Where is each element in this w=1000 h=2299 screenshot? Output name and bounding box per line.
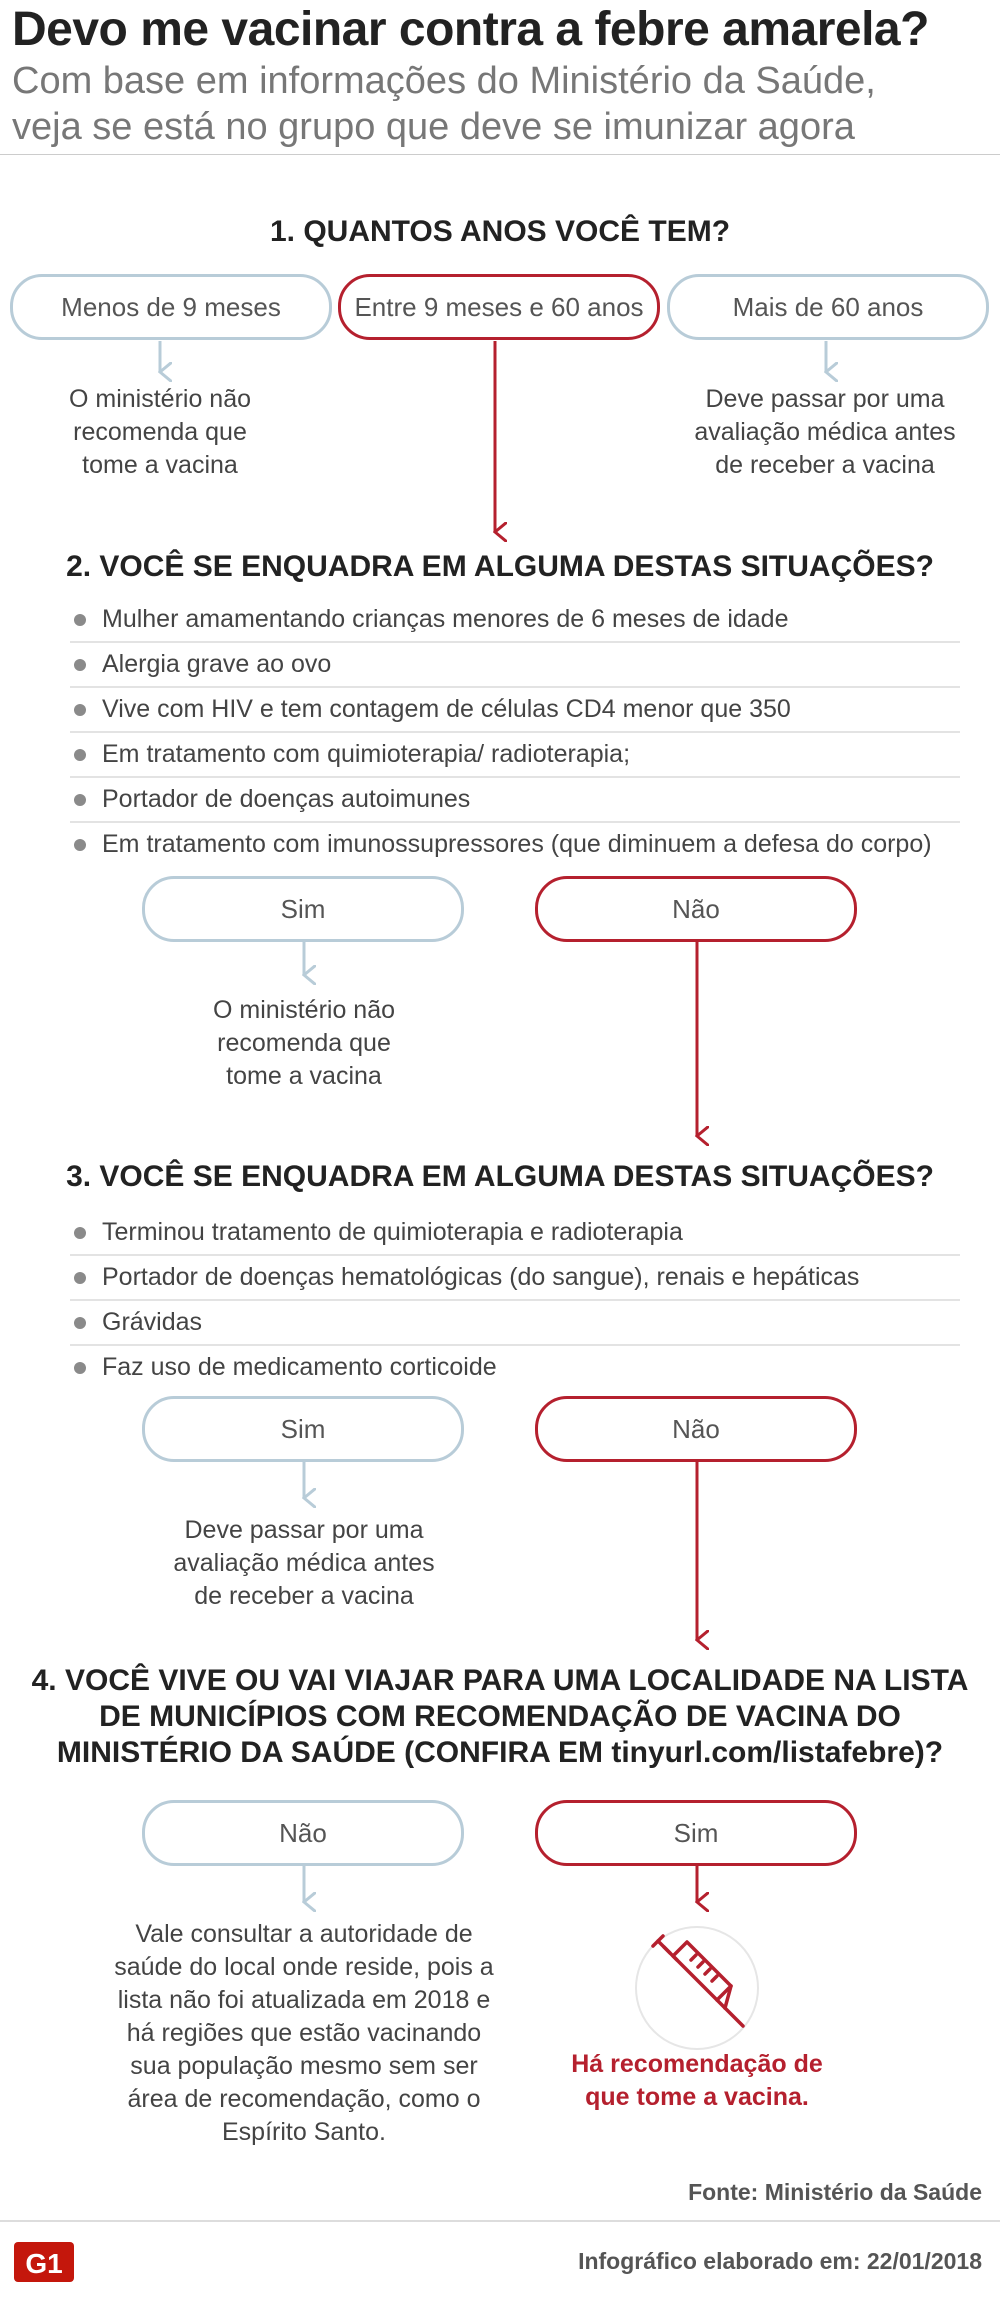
list-item-text: Mulher amamentando crianças menores de 6 meses de idade [102, 605, 789, 633]
q2-note-not-recommended [164, 994, 444, 1093]
page-title: Devo me vacinar contra a febre amarela? [12, 3, 929, 56]
q4-note-consult-authority [104, 1918, 504, 2149]
g1-logo [14, 2242, 74, 2282]
list-item-text: Grávidas [102, 1308, 203, 1336]
list-item-text: Portador de doenças hematológicas (do sangue), renais e hepáticas [102, 1263, 860, 1291]
q1-option-under-9-months: Menos de 9 meses [10, 274, 332, 340]
q3-note-medical-evaluation [144, 1514, 464, 1613]
q1-note-not-recommended [30, 383, 290, 482]
note-line: de receber a vacina [715, 451, 935, 479]
note-line: saúde do local onde reside, pois a [114, 1953, 494, 1981]
note-line: recomenda que [73, 418, 247, 446]
list-item-text: Terminou tratamento de quimioterapia e radioterapia [102, 1218, 683, 1246]
note-line: tome a vacina [82, 451, 238, 479]
note-line: Deve passar por uma [184, 1516, 424, 1544]
note-line: recomenda que [217, 1029, 391, 1057]
list-item-text: Vive com HIV e tem contagem de células CD4 menor que 350 [102, 695, 791, 723]
bullet-icon [74, 794, 86, 806]
q2-yes-option: Sim [142, 876, 464, 942]
bullet-icon [74, 659, 86, 671]
q2-situations-list [70, 598, 960, 866]
note-line: há regiões que estão vacinando [126, 2019, 482, 2047]
bullet-icon [74, 1362, 86, 1374]
list-item [70, 1211, 960, 1256]
q1-option-over-60-years: Mais de 60 anos [667, 274, 989, 340]
list-item-text: Portador de doenças autoimunes [102, 785, 471, 813]
q4-title-line: MINISTÉRIO DA SAÚDE (CONFIRA EM tinyurl.com/listafebre)? [56, 1736, 944, 1769]
note-line: lista não foi atualizada em 2018 e [117, 1986, 491, 2014]
q1-title: 1. QUANTOS ANOS VOCÊ TEM? [269, 215, 731, 248]
q1-note-medical-evaluation [660, 383, 990, 482]
list-item [70, 733, 960, 778]
q3-yes-option: Sim [142, 1396, 464, 1462]
subtitle-line: Com base em informações do Ministério da Saúde, [12, 60, 876, 102]
bullet-icon [74, 1317, 86, 1329]
result-line: que tome a vacina. [585, 2083, 809, 2111]
subtitle-line: veja se está no grupo que deve se imunizar agora [12, 106, 855, 148]
list-item-text: Em tratamento com imunossupressores (que diminuem a defesa do corpo) [102, 830, 932, 858]
list-item [70, 1256, 960, 1301]
note-line: avaliação médica antes [694, 418, 956, 446]
note-line: O ministério não [212, 996, 396, 1024]
infographic-date: Infográfico elaborado em: 22/01/2018 [578, 2248, 982, 2274]
svg-text:G1: G1 [25, 2248, 63, 2279]
vaccine-recommended-result [540, 2048, 854, 2114]
syringe-icon [633, 1924, 761, 2052]
note-line: área de recomendação, como o [127, 2085, 481, 2113]
note-line: Deve passar por uma [705, 385, 945, 413]
list-item [70, 1301, 960, 1346]
list-item [70, 598, 960, 643]
q4-yes-option: Sim [535, 1800, 857, 1866]
q4-title-line: DE MUNICÍPIOS COM RECOMENDAÇÃO DE VACINA DO [99, 1700, 901, 1733]
q3-situations-list [70, 1211, 960, 1389]
list-item [70, 643, 960, 688]
bullet-icon [74, 1227, 86, 1239]
bullet-icon [74, 839, 86, 851]
note-line: Vale consultar a autoridade de [135, 1920, 473, 1948]
bullet-icon [74, 1272, 86, 1284]
q3-title: 3. VOCÊ SE ENQUADRA EM ALGUMA DESTAS SITUAÇÕES? [66, 1160, 934, 1193]
note-line: avaliação médica antes [173, 1549, 435, 1577]
q4-no-option: Não [142, 1800, 464, 1866]
list-item [70, 778, 960, 823]
q3-no-option: Não [535, 1396, 857, 1462]
list-item-text: Faz uso de medicamento corticoide [102, 1353, 497, 1381]
list-item [70, 1346, 960, 1389]
bullet-icon [74, 704, 86, 716]
list-item-text: Alergia grave ao ovo [102, 650, 332, 678]
list-item [70, 688, 960, 733]
list-item [70, 823, 960, 866]
q4-title [0, 1663, 1000, 1771]
note-line: de receber a vacina [194, 1582, 414, 1610]
note-line: Espírito Santo. [222, 2118, 386, 2146]
q1-option-9-months-to-60-years: Entre 9 meses e 60 anos [338, 274, 660, 340]
list-item-text: Em tratamento com quimioterapia/ radioterapia; [102, 740, 631, 768]
q4-title-line: 4. VOCÊ VIVE OU VAI VIAJAR PARA UMA LOCALIDADE NA LISTA [31, 1664, 969, 1697]
q2-no-option: Não [535, 876, 857, 942]
q2-title: 2. VOCÊ SE ENQUADRA EM ALGUMA DESTAS SITUAÇÕES? [66, 550, 934, 583]
note-line: sua população mesmo sem ser [130, 2052, 478, 2080]
result-line: Há recomendação de [571, 2050, 823, 2078]
source-credit: Fonte: Ministério da Saúde [688, 2179, 982, 2205]
note-line: O ministério não [68, 385, 252, 413]
note-line: tome a vacina [226, 1062, 382, 1090]
bullet-icon [74, 614, 86, 626]
footer-divider [0, 2220, 1000, 2222]
bullet-icon [74, 749, 86, 761]
